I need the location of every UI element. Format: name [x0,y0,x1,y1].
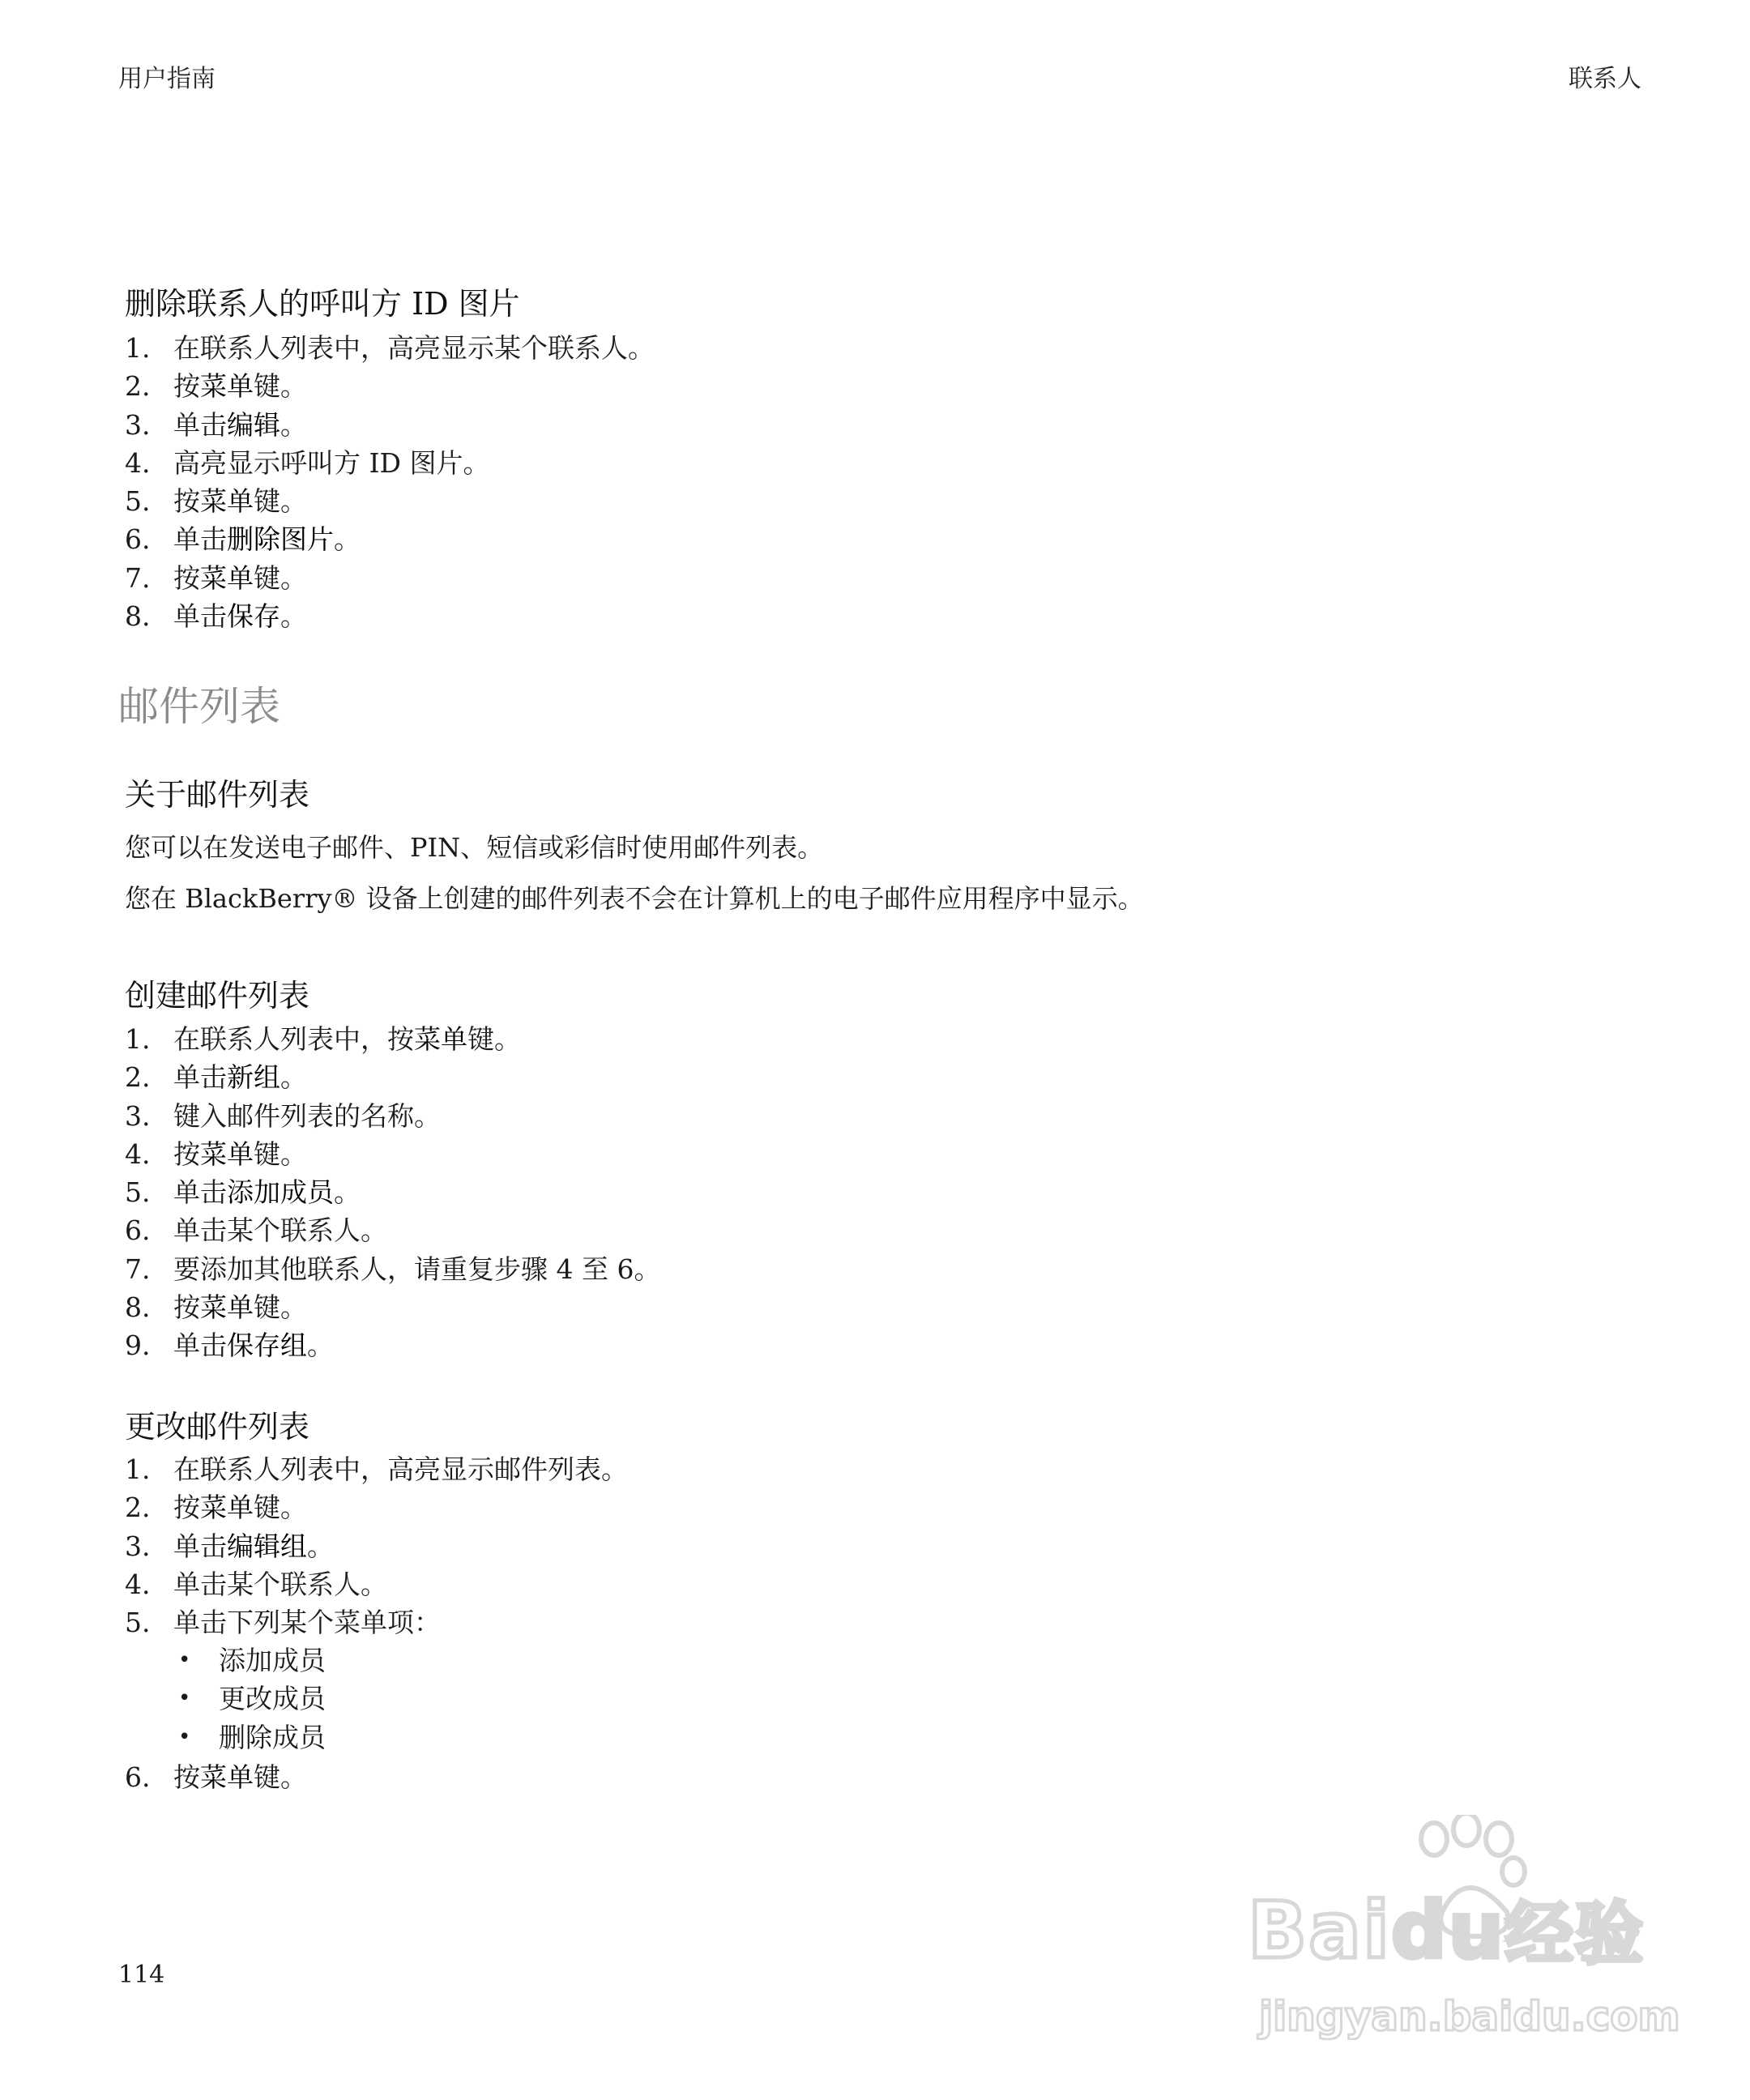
step-item [125,1488,628,1526]
step-number: 6. [125,523,151,556]
step-text: 按 [173,1761,200,1793]
step-number: 3. [125,408,151,441]
step-item [125,1173,660,1211]
bullet-item [178,1718,326,1756]
step-number: 6. [125,1214,151,1247]
step-number: 1. [125,1023,151,1055]
baidu-watermark [1248,1815,1680,2058]
step-keyword: 保存 [227,600,280,633]
step-number: 4. [125,446,151,479]
step-end: 。 [280,408,307,441]
step-text: 单击 [173,1330,227,1362]
step-number: 7. [125,1253,151,1285]
bullet-text: 添加成员 [219,1645,326,1676]
step-item [125,559,655,597]
chapter-title: 邮件列表 [118,683,280,730]
step-number: 3. [125,1530,151,1562]
about-paragraph-1: 您可以在发送电子邮件、PIN、短信或彩信时使用邮件列表。 [125,832,824,863]
step-end: 键。 [254,561,307,594]
bullet-item [178,1641,326,1680]
step-item [125,1135,660,1173]
step-item [125,482,655,520]
step-text: 单击 [173,1176,227,1209]
step-text: 按 [173,1492,200,1524]
step-end: 。 [307,1530,334,1562]
step-number: 2. [125,1061,151,1094]
section-title-delete-picture: 删除联系人的呼叫方 ID 图片 [125,286,520,322]
step-number: 4. [125,1568,151,1600]
step-number: 7. [125,561,151,594]
watermark-brand [1248,1880,1645,1978]
step-number: 1. [125,332,151,364]
step-text: 单击某个联系人。 [173,1214,387,1247]
step-item [125,444,655,482]
step-item [125,406,655,444]
step-number: 5. [125,1176,151,1209]
bullet-glyph: • [178,1648,191,1672]
step-text: 要添加其他联系人，请重复步骤 4 至 6。 [173,1253,661,1285]
step-item [125,1058,660,1096]
step-item [125,1250,660,1288]
running-header-right: 联系人 [1569,65,1641,93]
step-text: 单击下列某个菜单项： [173,1607,441,1639]
step-number: 1. [125,1453,151,1485]
step-text: 单击 [173,1061,227,1094]
step-text: 在联系人列表中，高亮显示某个联系人。 [173,332,655,364]
step-number: 2. [125,370,151,403]
step-item [125,367,655,405]
step-keyword: 编辑 [227,408,280,441]
step-keyword: 菜单 [200,561,254,594]
step-end: 。 [334,1176,361,1209]
step-end: 。 [334,523,361,556]
step-number: 6. [125,1761,151,1793]
step-number: 2. [125,1492,151,1524]
step-end: 键。 [254,1291,307,1324]
step-item [125,1020,660,1058]
bullet-item [178,1680,326,1718]
step-number: 9. [125,1330,151,1362]
step-item [125,329,655,367]
step-end: 。 [280,600,307,633]
bullet-glyph: • [178,1724,191,1749]
menu-item-bullets [178,1641,326,1756]
bullet-glyph: • [178,1686,191,1711]
step-text: 高亮显示呼叫方 ID 图片。 [173,446,490,479]
step-item [125,1211,660,1249]
section-title-change: 更改邮件列表 [125,1409,310,1445]
step-text: 按 [173,1138,200,1170]
step-item [125,520,655,558]
step-keyword: 编辑组 [227,1530,307,1562]
step-text: 在联系人列表中，高亮显示邮件列表。 [173,1453,628,1485]
step-end: 。 [280,1061,307,1094]
step-keyword: 删除图片 [227,523,334,556]
step-end: 键。 [254,1138,307,1170]
watermark-url: jingyan.baidu.com [1259,1993,1680,2040]
page-number: 114 [118,1961,165,1989]
step-item [125,1288,660,1326]
step-number: 5. [125,1607,151,1639]
step-number: 8. [125,600,151,633]
step-text: 按 [173,1291,200,1324]
section-title-create: 创建邮件列表 [125,978,310,1014]
step-number: 5. [125,485,151,518]
step-keyword: 菜单 [200,370,254,403]
steps-create-list [125,1020,660,1365]
step-end: 键。 [254,370,307,403]
step-item [125,1527,628,1565]
step-text: 单击 [173,1530,227,1562]
step-keyword: 菜单 [200,1761,254,1793]
step-item [125,1326,660,1364]
watermark-brand-a: Bai [1248,1885,1391,1976]
running-header-left: 用户指南 [118,65,216,93]
step-text: 按 [173,370,200,403]
step-text: 单击某个联系人。 [173,1568,387,1600]
step-item [125,1603,628,1641]
step-keyword: 菜单 [414,1023,467,1055]
step-text: 按 [173,561,200,594]
step-end: 键。 [254,485,307,518]
step-item [125,1450,628,1488]
step-end: 。 [307,1330,334,1362]
section-title-about: 关于邮件列表 [125,777,310,813]
step-end: 键。 [467,1023,521,1055]
step-text: 在联系人列表中，按 [173,1023,414,1055]
step-keyword: 菜单 [200,1492,254,1524]
steps-change-list [125,1450,628,1641]
step-number: 8. [125,1291,151,1324]
steps-delete-picture [125,329,655,635]
step-text: 按 [173,485,200,518]
step-end: 键。 [254,1492,307,1524]
step-item [125,1758,307,1796]
about-paragraph-2: 您在 BlackBerry® 设备上创建的邮件列表不会在计算机上的电子邮件应用程序中显示。 [125,883,1144,914]
watermark-brand-b: du [1390,1885,1505,1976]
step-keyword: 菜单 [200,485,254,518]
step-item [125,597,655,635]
step-number: 4. [125,1138,151,1170]
bullet-text: 删除成员 [219,1721,326,1753]
step-keyword: 添加成员 [227,1176,334,1209]
step-text: 单击 [173,408,227,441]
step-text: 键入邮件列表的名称。 [173,1099,441,1132]
step-item [125,1097,660,1135]
step-text: 单击 [173,523,227,556]
step-item [125,1565,628,1603]
step-number: 3. [125,1099,151,1132]
steps-change-list-continued [125,1758,307,1796]
step-text: 单击 [173,600,227,633]
step-end: 键。 [254,1761,307,1793]
bullet-text: 更改成员 [219,1683,326,1715]
step-keyword: 保存组 [227,1330,307,1362]
step-keyword: 菜单 [200,1291,254,1324]
step-keyword: 新组 [227,1061,280,1094]
step-keyword: 菜单 [200,1138,254,1170]
watermark-cn: 经验 [1505,1893,1645,1974]
